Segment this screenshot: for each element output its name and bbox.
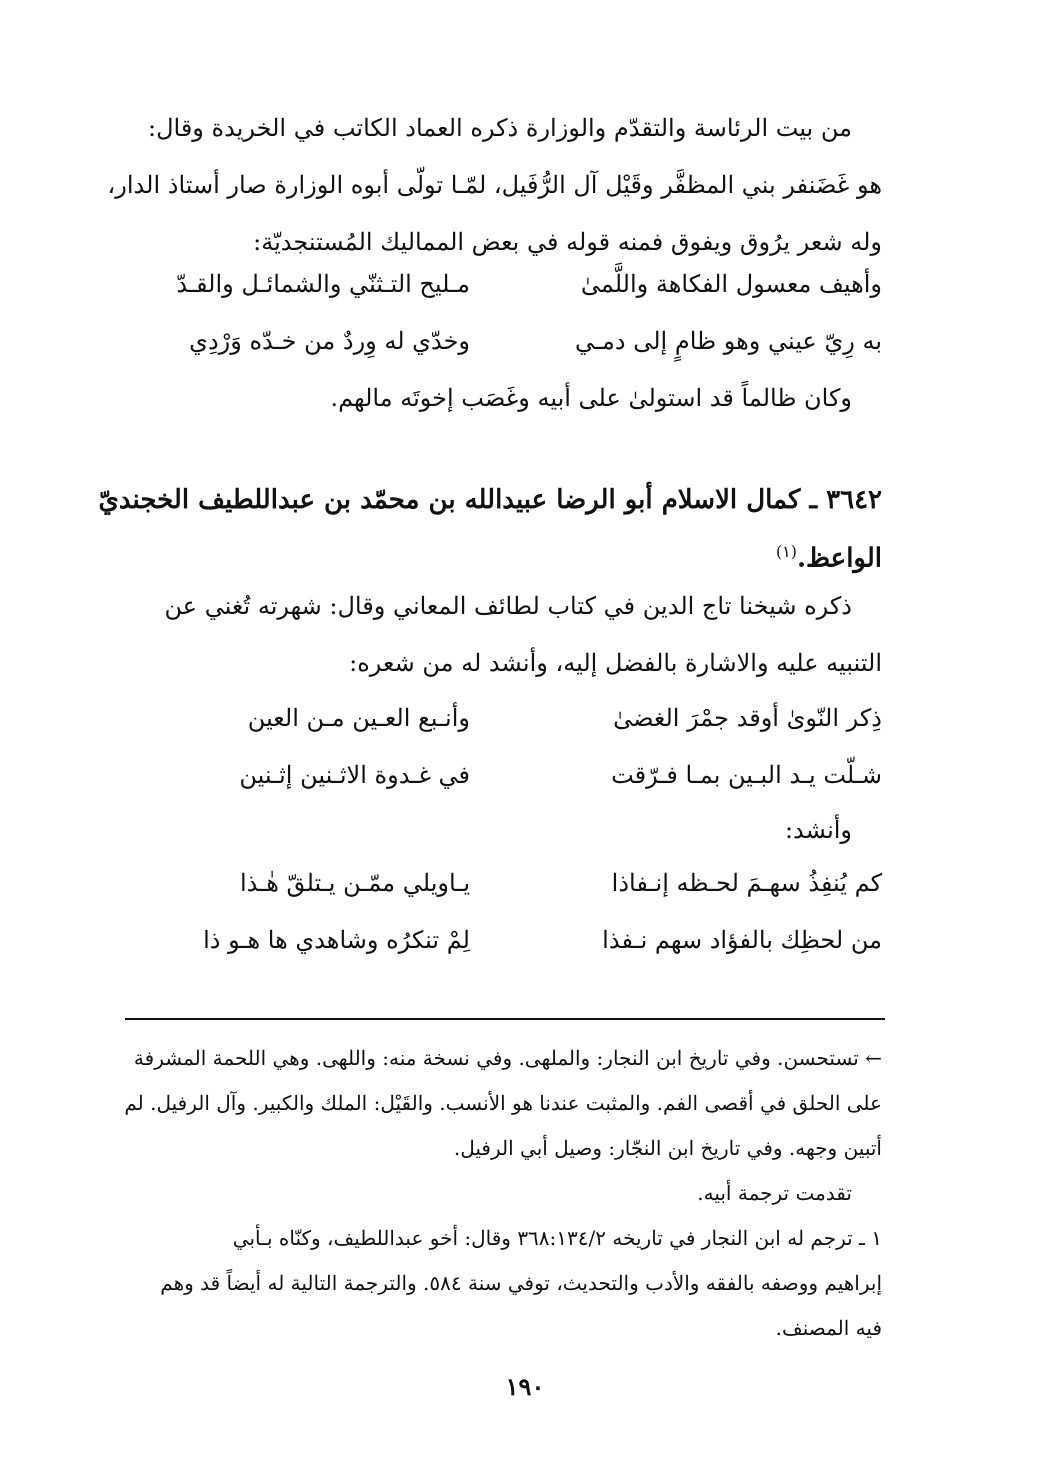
entry-heading — [98, 474, 882, 578]
entry-heading-end: الواعظ. — [796, 543, 882, 574]
verse-second-hemistich: وخدّي له وِردٌ من خـدّه وَرْدِي — [189, 327, 470, 355]
verse-row — [150, 313, 882, 370]
footnotes — [124, 1036, 882, 1351]
recited-label: وأنشد: — [784, 816, 852, 844]
entry-heading-line — [142, 526, 882, 578]
verse-first-hemistich: من لحظِك بالفؤاد سهم نـفذا — [602, 926, 882, 954]
verse-first-hemistich: ذِكر النّوىٰ أوقد جمْرَ الغضىٰ — [613, 704, 882, 732]
text-line: وله شعر يرُوق ويفوق فمنه قوله في بعض المماليك المُستنجديّة: — [253, 228, 882, 256]
footnote-divider — [125, 1018, 885, 1020]
after-poem-paragraph — [162, 370, 882, 427]
verse-row — [150, 690, 882, 747]
text-line: من بيت الرئاسة والتقدّم والوزارة ذكره العماد الكاتب في الخريدة وقال: — [148, 114, 852, 142]
verse-first-hemistich: كم يُنفِذُ سهـمَ لحـظه إنـفاذا — [611, 869, 882, 897]
verse-first-hemistich: شـلّت يـد البـين بمـا فـرّقت — [611, 761, 882, 789]
footnote-line: ← تستحسن. وفي تاريخ ابن النجار: والملهى. وفي نسخة منه: واللهى. وهي اللحمة المشرفة — [133, 1046, 882, 1070]
footnote-line: ١ ـ ترجم له ابن النجار في تاريخه ٣٦٨:١٣٤/٢ وقال: أخو عبداللطيف، وكنّاه بـأبي — [232, 1226, 882, 1250]
verse-second-hemistich: لِمْ تنكرُه وشاهدي ها هـو ذا — [203, 926, 470, 954]
footnote-line: إبراهيم ووصفه بالفقه والأدب والتحديث، توفي سنة ٥٨٤. والترجمة التالية له أيضاً قد وهم — [160, 1271, 882, 1295]
poem-2 — [150, 690, 882, 804]
entry-heading-line: ٣٦٤٢ ـ كمال الاسلام أبو الرضا عبيدالله بن محمّد بن عبداللطيف الخجنديّ — [98, 485, 882, 515]
text-line: هو غَضَنفر بني المظفَّر وقَيْل آل الرُّفَيل، لمّـا تولّى أبوه الوزارة صار أستاذ الدار، — [107, 171, 882, 199]
poem-3 — [150, 855, 882, 969]
entry-paragraph — [162, 578, 882, 692]
footnote-line: أتبين وجهه. وفي تاريخ ابن النجّار: وصيل أبي الرفيل. — [453, 1136, 882, 1160]
footnote-line: تقدمت ترجمة أبيه. — [697, 1181, 852, 1205]
page-number: ١٩٠ — [505, 1372, 545, 1401]
verse-row — [150, 256, 882, 313]
text-line: وكان ظالماً قد استولىٰ على أبيه وغَصَب إخوتَه مالهم. — [330, 384, 852, 412]
verse-row — [150, 855, 882, 912]
verse-second-hemistich: في غـدوة الاثـنين إثـنين — [239, 761, 470, 789]
verse-first-hemistich: وأهيف معسول الفكاهة واللَّمىٰ — [580, 270, 882, 298]
verse-row — [150, 747, 882, 804]
footnote-line: فيه المصنف. — [775, 1316, 882, 1340]
footnote-reference: (١) — [775, 542, 797, 561]
text-line: التنبيه عليه والاشارة بالفضل إليه، وأنشد له من شعره: — [349, 649, 882, 677]
verse-second-hemistich: يـاويلي ممّـن يـتلقّ هٰـذا — [239, 869, 470, 897]
text-line: ذكره شيخنا تاج الدين في كتاب لطائف المعاني وقال: شهرته تُغني عن — [164, 592, 852, 620]
verse-first-hemistich: به رِيّ عيني وهو ظامٍ إلى دمـي — [575, 327, 882, 355]
verse-second-hemistich: وأنـبع العـين مـن العين — [247, 704, 470, 732]
intro-paragraph — [107, 100, 882, 271]
footnote-line: على الحلق في أقصى الفم. والمثبت عندنا هو الأنسب. والقَيْل: الملك والكبير. وآل الرفيل. لم — [124, 1091, 882, 1115]
recited-label-line — [162, 802, 882, 859]
verse-second-hemistich: مـليح التـثنّي والشمائـل والقـدّ — [176, 270, 470, 298]
verse-row — [150, 912, 882, 969]
poem-1 — [150, 256, 882, 370]
